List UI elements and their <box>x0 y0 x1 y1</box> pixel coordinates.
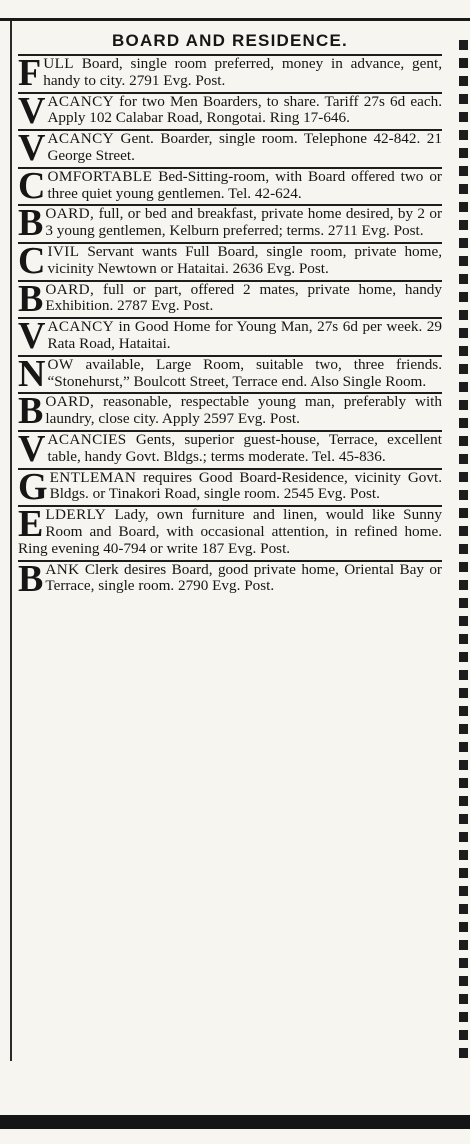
ad-text: requires Good Board-Residence, vicinity Govt. Bldgs. or Tinakori Road, single room. 2545 Evg. Post. <box>49 468 442 503</box>
ad-text: Board, single room preferred, money in advance, gent, handy to city. 2791 Evg. Post. <box>43 55 442 89</box>
ad-lead-word: ACANCY <box>47 92 114 110</box>
ad-item <box>18 277 442 320</box>
ad-text: available, Large Room, suitable two, three friends. “Stonehurst,” Boulcott Street, Terrace end. Also Single Room. <box>47 355 442 390</box>
ad-text: in Good Home for Young Man, 27s 6d per week. 29 Rata Road, Hataitai. <box>47 318 442 352</box>
ad-lead-word: LDERLY <box>45 506 107 524</box>
drop-initial: C <box>18 164 46 207</box>
ad-text: Gent. Boarder, single room. Telephone 42-842. 21 George Street. <box>47 130 442 164</box>
bottom-rule <box>0 1115 470 1129</box>
ad-lead-word: ACANCIES <box>47 430 127 448</box>
ad-item <box>18 202 442 245</box>
drop-initial: V <box>18 427 46 470</box>
drop-initial: C <box>18 239 46 282</box>
ad-text: Lady, own furniture and linen, would like Sunny Room and Board, with occasional attention, in refined home. Ring evening 40-794 or write 187 Evg. Post. <box>18 506 442 557</box>
ad-item <box>18 390 442 433</box>
drop-initial: V <box>18 315 46 358</box>
ad-lead-word: ULL <box>43 55 74 72</box>
ad-item <box>18 315 442 358</box>
drop-initial: V <box>18 127 46 170</box>
section-heading: BOARD AND RESIDENCE. <box>112 31 348 50</box>
ad-text: full or part, offered 2 mates, private home, handy Exhibition. 2787 Evg. Post. <box>45 280 442 315</box>
ad-item <box>18 557 442 600</box>
ad-lead-word: OARD, <box>45 205 95 223</box>
drop-initial: G <box>18 465 48 508</box>
ad-item <box>18 352 442 395</box>
drop-initial: B <box>18 277 44 320</box>
ad-text: reasonable, respectable young man, preferably with laundry, close city. Apply 2597 Evg. Post. <box>45 393 442 428</box>
ad-lead-word: IVIL <box>47 242 80 260</box>
ad-text: Servant wants Full Board, single room, private home, vicinity Newtown or Hataitai. 2636 Evg. Post. <box>47 242 442 277</box>
ad-lead-word: ENTLEMAN <box>49 468 137 486</box>
ad-item <box>18 239 442 282</box>
ad-lead-word: ACANCY <box>47 318 114 336</box>
ad-text: Gents, superior guest-house, Terrace, excellent table, handy Govt. Bldgs.; terms moderate. Tel. 45-836. <box>47 430 442 465</box>
drop-initial: B <box>18 557 44 600</box>
drop-initial: B <box>18 390 44 433</box>
ad-text: full, or bed and breakfast, private home desired, by 2 or 3 young gentlemen, Kelburn preferred; terms. 2711 Evg. Post. <box>45 205 442 240</box>
adjacent-column-edge <box>459 40 468 1060</box>
ad-text: Clerk desires Board, good private home, Oriental Bay or Terrace, single room. 2790 Evg. Post. <box>45 560 442 595</box>
ad-lead-word: OW <box>47 355 74 373</box>
drop-initial: N <box>18 352 46 395</box>
ad-item <box>18 465 442 508</box>
drop-initial: F <box>18 52 42 94</box>
ad-item <box>18 127 442 170</box>
ad-item <box>18 89 442 132</box>
ad-text: for two Men Boarders, to share. Tariff 27s 6d each. Apply 102 Calabar Road, Rongotai. Ring 17-646. <box>47 92 442 127</box>
classifieds-column <box>18 26 442 600</box>
ad-item <box>18 427 442 470</box>
ad-lead-word: OMFORTABLE <box>47 167 153 185</box>
ad-lead-word: ACANCY <box>47 130 114 148</box>
drop-initial: E <box>18 503 44 546</box>
ad-text: Bed-Sitting-room, with Board offered two or three quiet young gentlemen. Tel. 42-624. <box>47 167 442 202</box>
ad-item <box>18 164 442 207</box>
ad-lead-word: OARD, <box>45 280 95 298</box>
column-rule <box>10 21 12 1061</box>
drop-initial: B <box>18 202 44 245</box>
top-rule <box>0 18 470 21</box>
ad-item <box>18 505 442 559</box>
ad-item <box>18 54 442 92</box>
ad-lead-word: ANK <box>45 560 80 578</box>
drop-initial: V <box>18 89 46 132</box>
ad-lead-word: OARD, <box>45 393 95 411</box>
